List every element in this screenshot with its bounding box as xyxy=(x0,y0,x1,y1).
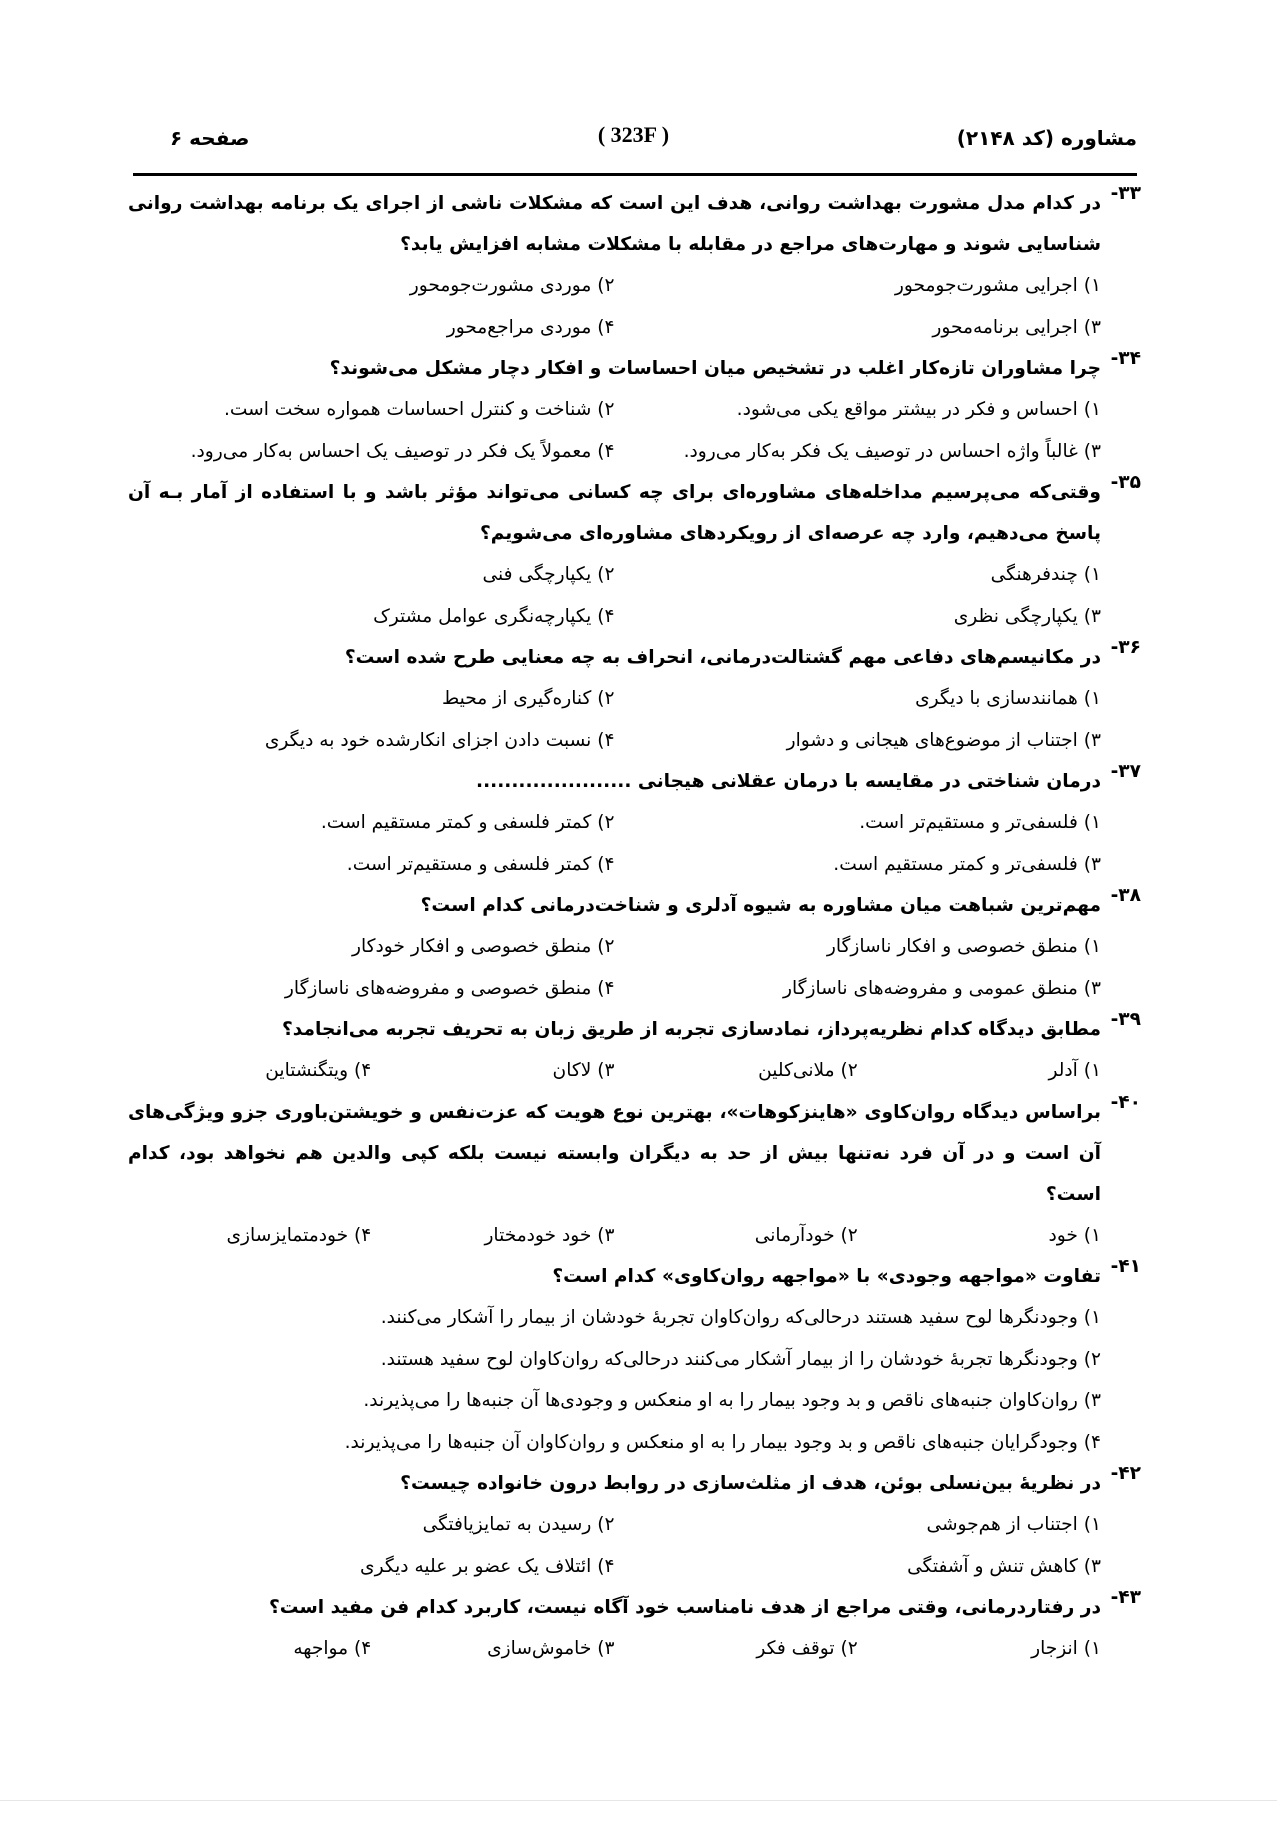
question-number: ۴۱- xyxy=(1110,1256,1141,1277)
answer-option: ۴) یکپارچه‌نگری عوامل مشترک xyxy=(373,605,615,627)
question-item xyxy=(128,1463,1141,1587)
question-stem: چرا مشاوران تازه‌کار اغلب در تشخیص میان احساسات و افکار دچار مشکل می‌شوند؟ xyxy=(329,358,1101,379)
answer-option: ۲) خودآرمانی xyxy=(754,1224,858,1246)
answer-option: ۴) ائتلاف یک عضو بر علیه دیگری xyxy=(360,1555,615,1577)
question-item xyxy=(128,348,1141,472)
answer-option: ۳) لاکان xyxy=(552,1060,615,1081)
question-number: ۳۵- xyxy=(1110,472,1141,493)
answer-option: ۱) احساس و فکر در بیشتر مواقع یکی می‌شود. xyxy=(736,399,1101,420)
question-number: ۳۹- xyxy=(1110,1009,1141,1030)
question-stem: تفاوت «مواجهه وجودی» با «مواجهه روان‌کاوی» کدام است؟ xyxy=(552,1266,1101,1287)
answer-option: ۴) نسبت دادن اجزای انکارشده خود به دیگری xyxy=(264,729,615,751)
answer-option: ۱) اجرایی مشورت‌جومحور xyxy=(894,275,1101,296)
question-number: ۳۸- xyxy=(1110,885,1141,906)
question-stem: درمان شناختی در مقایسه با درمان عقلانی هیجانی ...................... xyxy=(476,771,1101,792)
answer-option: ۳) فلسفی‌تر و کمتر مستقیم است. xyxy=(833,853,1101,875)
question-item xyxy=(128,1587,1141,1670)
answer-option: ۲) منطق خصوصی و افکار خودکار xyxy=(352,936,615,957)
question-number: ۴۲- xyxy=(1110,1463,1141,1484)
answer-option: ۳) یکپارچگی نظری xyxy=(953,605,1101,627)
answer-options xyxy=(128,389,1101,472)
answer-option: ۱) همانندسازی با دیگری xyxy=(915,688,1101,709)
answer-option: ۳) اجرایی برنامه‌محور xyxy=(932,316,1101,338)
answer-options xyxy=(128,926,1101,1009)
answer-option: ۴) وجودگرایان جنبه‌های ناقص و بد وجود بیمار را به او منعکس و روان‌کاوان آن جنبه‌ها را می‌پذیرند. xyxy=(344,1431,1101,1453)
answer-option: ۴) معمولاً یک فکر در توصیف یک احساس به‌کار می‌رود. xyxy=(190,440,615,462)
question-number: ۳۴- xyxy=(1110,348,1141,369)
answer-option: ۳) خاموش‌سازی xyxy=(487,1638,615,1659)
question-number: ۳۷- xyxy=(1110,761,1141,782)
answer-option: ۲) یکپارچگی فنی xyxy=(482,564,615,585)
exam-title: مشاوره (کد ۲۱۴۸) xyxy=(956,126,1137,150)
answer-option: ۴) موردی مراجع‌محور xyxy=(446,316,615,338)
question-item xyxy=(128,183,1141,348)
answer-option: ۳) غالباً واژه احساس در توصیف یک فکر به‌کار می‌رود. xyxy=(683,440,1101,462)
answer-options xyxy=(128,802,1101,885)
answer-option: ۱) آدلر xyxy=(1048,1060,1101,1081)
answer-option: ۱) چندفرهنگی xyxy=(990,564,1101,585)
question-stem: براساس دیدگاه روان‌کاوی «هاینزکوهات»، بهترین نوع هویت که عزت‌نفس و خویشتن‌باوری جزو ویژگی‌های آن است و در آن فرد نه‌تنها بیش از حد به دیگران وابسته نیست بلکه کپی والدین هم نخواهد بود، کدام است؟ xyxy=(128,1101,1101,1205)
answer-option: ۴) ویتگنشتاین xyxy=(265,1060,372,1081)
answer-option: ۱) فلسفی‌تر و مستقیم‌تر است. xyxy=(859,812,1101,833)
question-stem: در مکانیسم‌های دفاعی مهم گشتالت‌درمانی، انحراف به چه معنایی طرح شده است؟ xyxy=(344,647,1101,668)
answer-option: ۳) منطق عمومی و مفروضه‌های ناسازگار xyxy=(783,977,1101,999)
question-item xyxy=(128,1009,1141,1092)
question-stem: در رفتاردرمانی، وقتی مراجع از هدف نامناسب خود آگاه نیست، کاربرد کدام فن مفید است؟ xyxy=(268,1597,1101,1618)
answer-options xyxy=(128,1215,1101,1257)
answer-option: ۲) شناخت و کنترل احساسات همواره سخت است. xyxy=(223,399,615,420)
booklet-code: ( 323F ) xyxy=(597,122,670,147)
answer-options xyxy=(128,678,1101,761)
question-stem: مطابق دیدگاه کدام نظریه‌پرداز، نمادسازی تجربه از طریق زبان به تحریف تجربه می‌انجامد؟ xyxy=(281,1019,1101,1040)
questions-list xyxy=(128,183,1141,1670)
question-number: ۴۰- xyxy=(1110,1091,1141,1113)
question-number: ۳۳- xyxy=(1110,183,1141,204)
question-stem: در نظریهٔ بین‌نسلی بوئن، هدف از مثلث‌سازی در روابط درون خانواده چیست؟ xyxy=(400,1473,1101,1494)
question-item xyxy=(128,1092,1141,1257)
question-item xyxy=(128,885,1141,1009)
answer-option: ۴) مواجهه xyxy=(293,1638,372,1659)
question-stem: وقتی‌که می‌پرسیم مداخله‌های مشاوره‌ای برای چه کسانی می‌تواند مؤثر باشد و با استفاده از آمار بـه آن پاسخ می‌دهیم، وارد چه عرصه‌ای از رویکردهای مشاوره‌ای می‌شویم؟ xyxy=(128,482,1101,544)
answer-option: ۲) رسیدن به تمایزیافتگی xyxy=(422,1514,615,1535)
answer-option: ۱) منطق خصوصی و افکار ناسازگار xyxy=(826,936,1101,957)
answer-option: ۲) ملانی‌کلین xyxy=(758,1060,858,1081)
page-number: صفحه ۶ xyxy=(170,126,250,150)
answer-option: ۱) اجتناب از هم‌جوشی xyxy=(926,1514,1101,1535)
header-divider xyxy=(133,173,1137,176)
answer-option: ۴) خودمتمایزسازی xyxy=(226,1224,372,1246)
answer-options xyxy=(128,1628,1101,1670)
answer-option: ۱) خود xyxy=(1048,1224,1101,1246)
page-header xyxy=(130,118,1137,158)
answer-options xyxy=(128,265,1101,348)
answer-option: ۲) توقف فکر xyxy=(756,1638,858,1659)
question-item xyxy=(128,761,1141,885)
page-bottom-edge xyxy=(0,1800,1277,1801)
answer-option: ۴) کمتر فلسفی و مستقیم‌تر است. xyxy=(346,853,615,875)
question-item xyxy=(128,637,1141,761)
answer-options xyxy=(128,1050,1101,1092)
answer-options xyxy=(128,1504,1101,1587)
answer-option: ۳) روان‌کاوان جنبه‌های ناقص و بد وجود بیمار را به او منعکس و وجودی‌ها آن جنبه‌ها را می‌پذیرند. xyxy=(363,1390,1101,1411)
question-number: ۴۳- xyxy=(1110,1587,1141,1608)
answer-option: ۴) منطق خصوصی و مفروضه‌های ناسازگار xyxy=(284,977,615,999)
question-item xyxy=(128,1256,1141,1463)
answer-option: ۱) انزجار xyxy=(1031,1638,1101,1659)
question-number: ۳۶- xyxy=(1110,637,1141,658)
answer-option: ۲) کناره‌گیری از محیط xyxy=(442,688,615,709)
answer-option: ۲) موردی مشورت‌جومحور xyxy=(409,275,615,296)
question-item xyxy=(128,472,1141,637)
answer-option: ۳) کاهش تنش و آشفتگی xyxy=(907,1555,1101,1577)
question-stem: در کدام مدل مشورت بهداشت روانی، هدف این است که مشکلات ناشی از اجرای یک برنامه بهداشت روانی شناسایی شوند و مهارت‌های مراجع در مقابله با مشکلات مشابه افزایش یابد؟ xyxy=(128,193,1101,255)
question-stem: مهم‌ترین شباهت میان مشاوره به شیوه آدلری و شناخت‌درمانی کدام است؟ xyxy=(420,895,1101,916)
answer-options xyxy=(128,1297,1101,1463)
answer-option: ۲) وجودنگرها تجربهٔ خودشان را از بیمار آشکار می‌کنند درحالی‌که روان‌کاوان لوح سفید هستند. xyxy=(380,1348,1101,1370)
answer-option: ۳) اجتناب از موضوع‌های هیجانی و دشوار xyxy=(786,729,1101,751)
answer-option: ۳) خود خودمختار xyxy=(484,1224,615,1246)
answer-option: ۲) کمتر فلسفی و کمتر مستقیم است. xyxy=(320,812,615,833)
answer-options xyxy=(128,554,1101,637)
answer-option: ۱) وجودنگرها لوح سفید هستند درحالی‌که روان‌کاوان تجربهٔ خودشان از بیمار را آشکار می‌کنند. xyxy=(380,1307,1101,1328)
